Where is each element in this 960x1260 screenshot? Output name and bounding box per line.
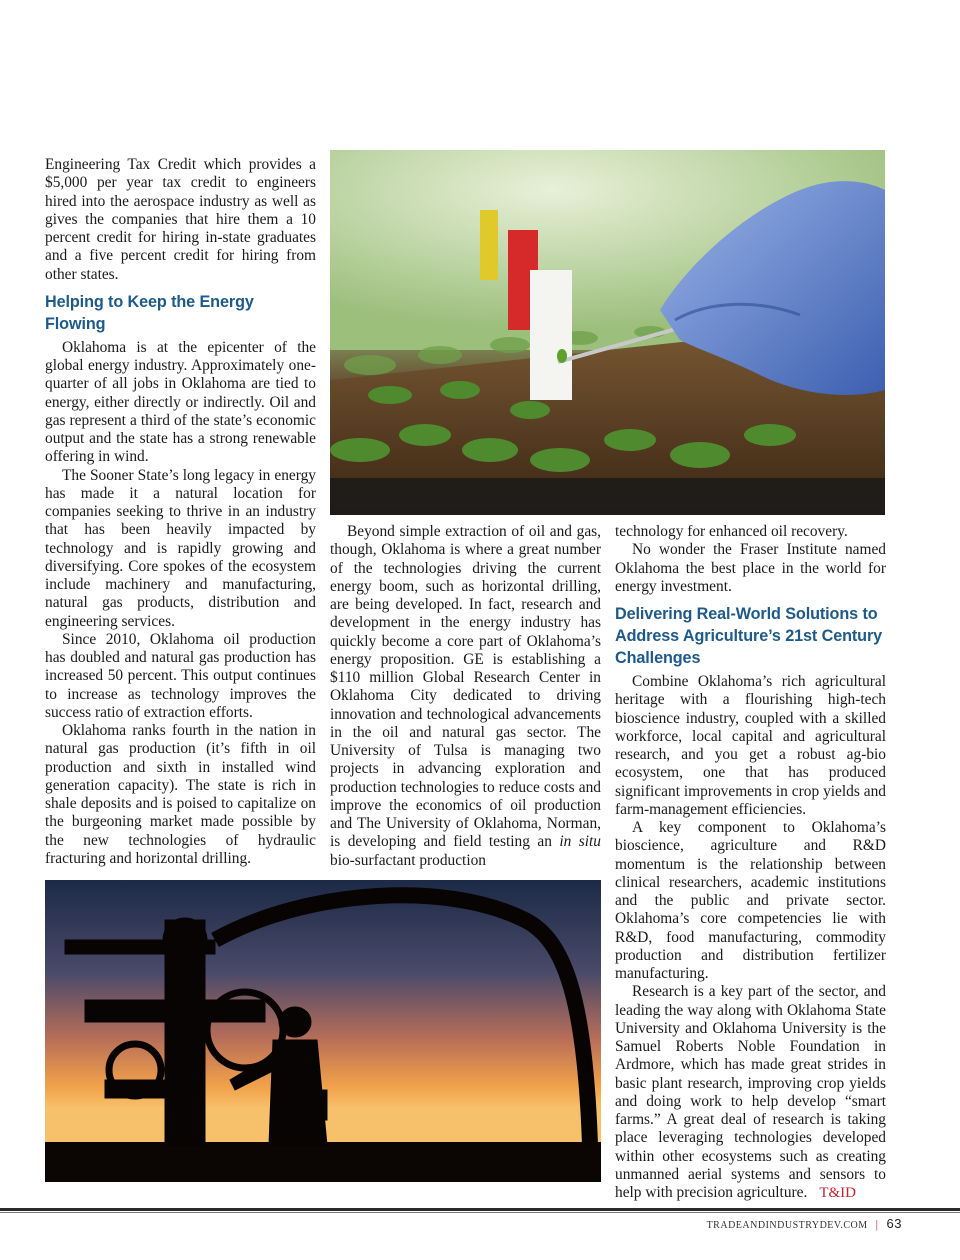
seedling-research-photo [330,150,885,515]
end-mark: T&ID [819,1185,856,1201]
seedling-photo-illustration [330,150,885,515]
body-paragraph: No wonder the Fraser Institute named Oklahoma the best place in the world for energy investment. [615,541,886,595]
text-run: Beyond simple extraction of oil and gas, though, Oklahoma is where a great number of the technologies driving the current energy boom, such as horizontal drilling, are being developed. In fact, research and development in the energy industry has quickly become a core part of Oklahoma’s energy proposition. GE is establishing a $110 million Global Research Center in Oklahoma City dedicated to driving innovation and technological advancements in the oil and natural gas sector. The University of Tulsa is managing two projects in advancing exploration and production technologies to reduce costs and improve the economics of oil production and The University of Oklahoma, Norman, is developing and field testing an [330,523,601,851]
wellhead-photo-illustration [45,880,601,1182]
body-paragraph: Oklahoma is at the epicenter of the global energy industry. Approximately one-quarter of all jobs in Oklahoma are tied to energy, either directly or indirectly. Oil and gas represent a third of the state’s economic output and the state has a strong renewable offering in wind. [45,338,316,466]
body-paragraph: Combine Oklahoma’s rich agricultural heritage with a flourishing high-tech bioscience industry, coupled with a skilled workforce, local capital and agricultural research, and you get a robust ag-bio ecosystem, one that has produced significant improvements in crop yields and farm-management efficiencies. [615,673,886,818]
body-paragraph: Since 2010, Oklahoma oil production has doubled and natural gas production has increased 50 percent. This output continues to increase as technology improves the success ratio of extraction efforts. [45,630,316,721]
text-run: Research is a key part of the sector, and leading the way along with Oklahoma State University and Oklahoma University is the Samuel Roberts Noble Foundation in Ardmore, which has made great strides in basic plant research, improving crop yields and doing work to help develop “smart farms.” A great deal of research is taking place leveraging technologies developed within other ecosystems such as creating unmanned aerial systems and sensors to help with precision agriculture. [615,983,886,1201]
body-paragraph: Oklahoma ranks fourth in the nation in natural gas production (it’s fifth in oil production and sixth in installed wind generation capacity). The state is rich in shale deposits and is poised to capitalize on the burgeoning market made possible by the new technologies of hydraulic fracturing and horizontal drilling. [45,722,316,867]
body-paragraph: technology for enhanced oil recovery. [615,523,848,540]
oil-wellhead-silhouette-photo [45,880,601,1182]
page-footer [707,1216,902,1232]
italic-text: in situ [559,833,602,851]
body-paragraph: A key component to Oklahoma’s bioscience, agriculture and R&D momentum is the relationship between clinical researchers, academic institutions and the public and private sector. Oklahoma’s core competencies lie with R&D, food manufacturing, commodity production and distribution fertilizer manufacturing. [615,819,886,982]
body-paragraph [330,523,601,870]
text-run: bio-surfactant production [330,851,486,869]
page-number: 63 [886,1216,902,1231]
footer-separator: | [875,1217,879,1231]
section-heading-energy: Helping to Keep the Energy Flowing [45,292,254,333]
body-paragraph: The Sooner State’s long legacy in energy has made it a natural location for companies seeking to thrive in an industry that has been heavily impacted by technology and is rapidly growing and diversifying. Core spokes of the ecosystem include machinery and manufacturing, natural gas products, distribution and engineering services. [45,466,316,630]
body-paragraph: Engineering Tax Credit which provides a $5,000 per year tax credit to engineers hired into the aerospace industry as well as gives the companies that hire them a 10 percent credit for hiring in-state graduates and a five percent credit for hiring from other states. [45,156,316,283]
footer-site: TRADEANDINDUSTRYDEV.COM [706,1220,868,1231]
footer-rule [0,1208,960,1211]
column-2 [330,523,601,870]
column-3 [615,523,886,1202]
footer-rule-thin [0,1212,960,1213]
column-1 [45,156,316,868]
section-heading-agriculture: Delivering Real-World Solutions to Address Agriculture’s 21st Century Challenges [615,605,883,667]
body-paragraph [615,983,886,1202]
